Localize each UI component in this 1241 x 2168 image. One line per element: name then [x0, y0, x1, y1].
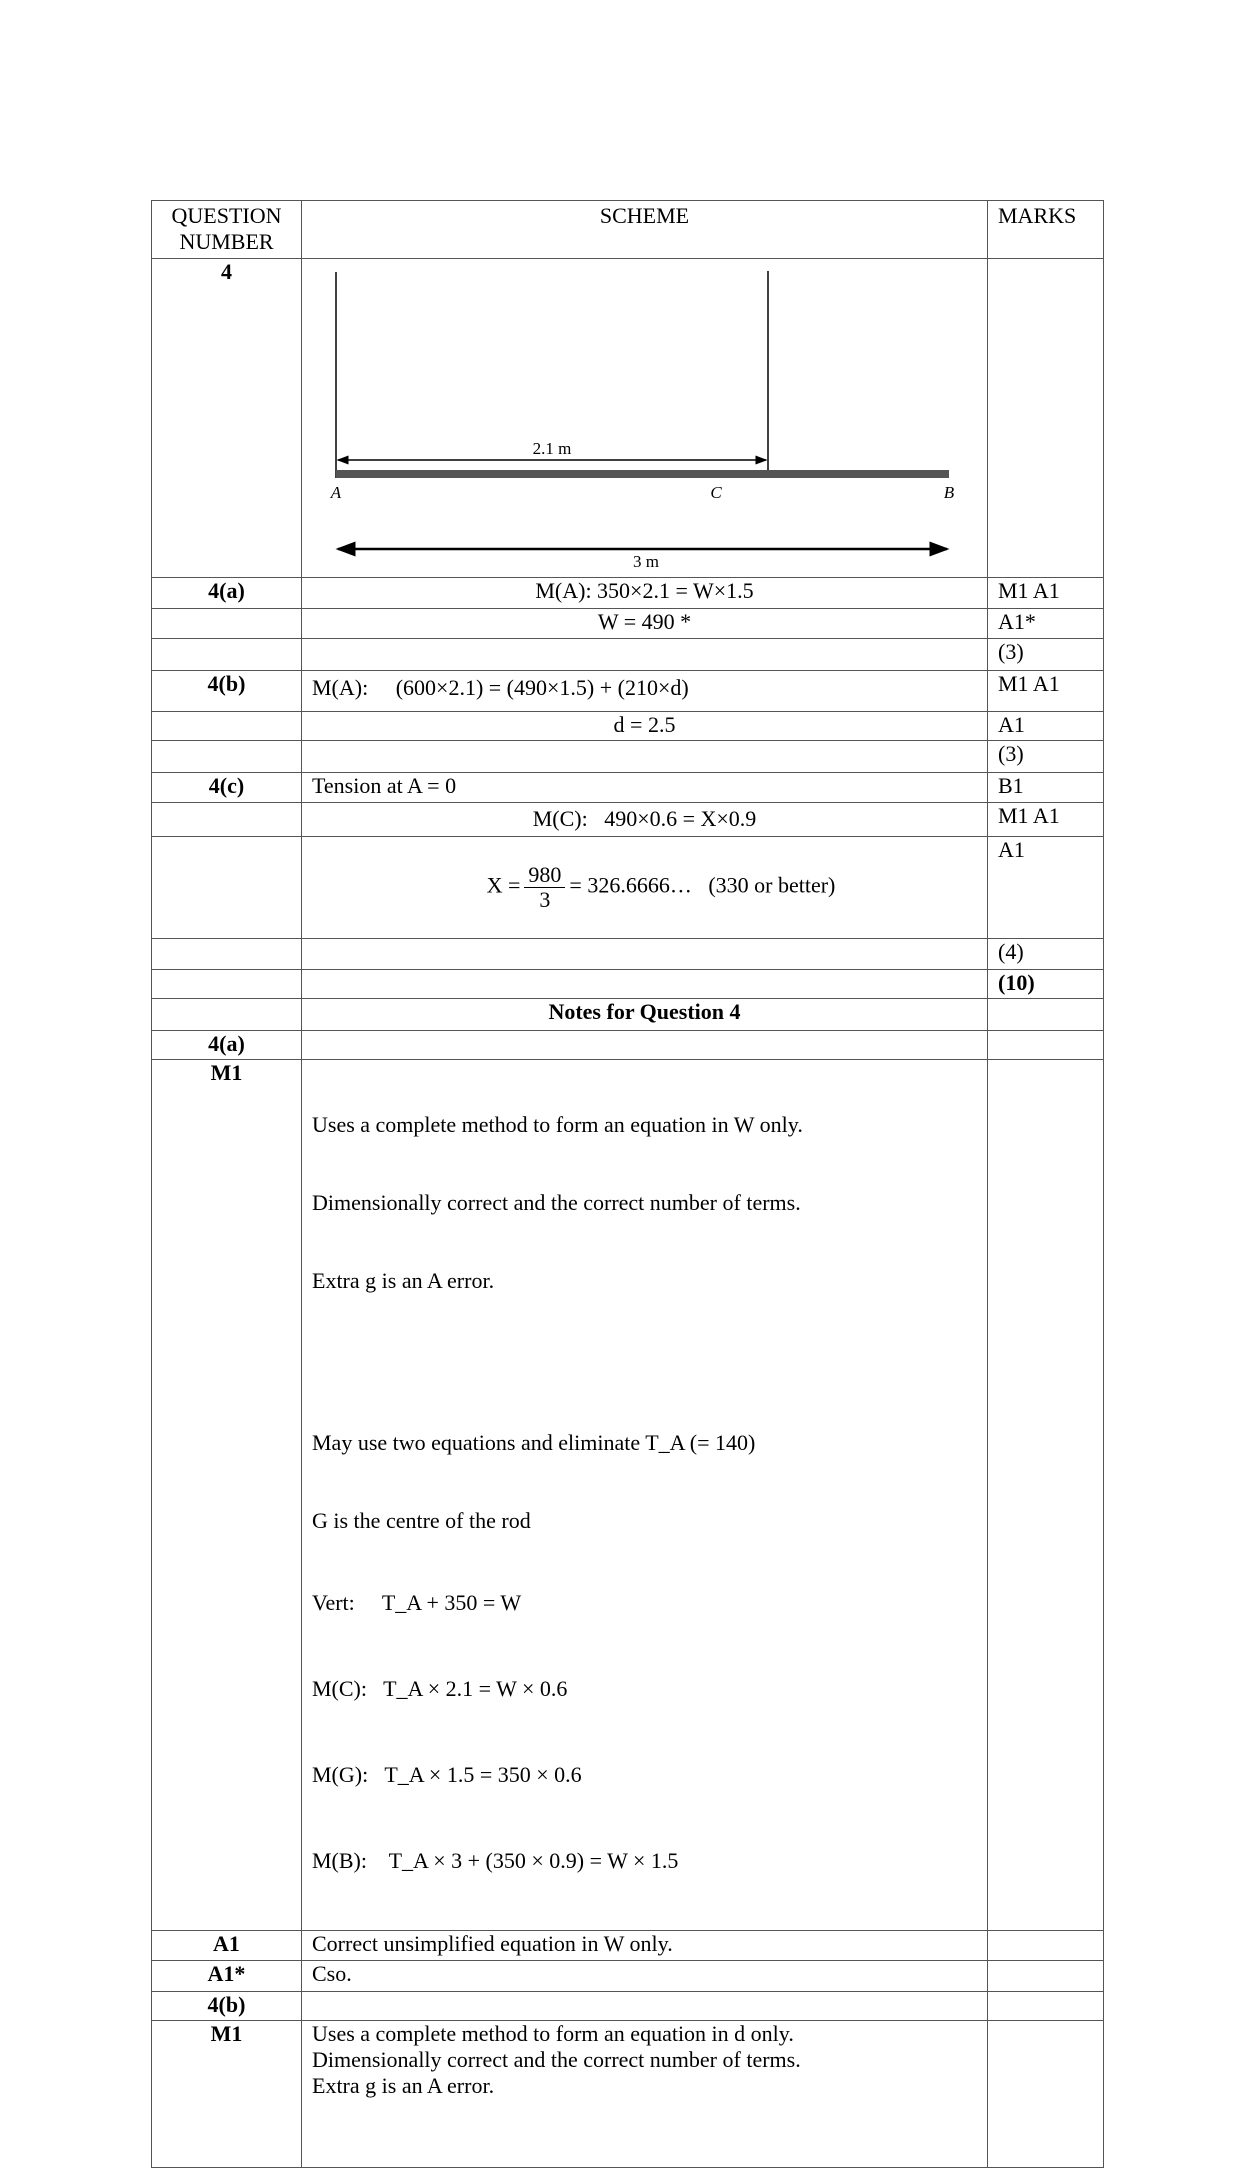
- row-label: 4(b): [152, 671, 302, 712]
- marks-text: B1: [988, 773, 1104, 803]
- scheme-text: M(A): 350×2.1 = W×1.5: [302, 578, 988, 609]
- row-label: M1: [152, 2021, 302, 2168]
- marks-text: A1: [988, 837, 1104, 939]
- fraction-denominator: 3: [539, 887, 551, 912]
- note-text: Correct unsimplified equation in W only.: [302, 1931, 988, 1961]
- dimension-label-AB: 3 m: [633, 552, 659, 571]
- note-equation: M(C): T_A × 2.1 = W × 0.6: [312, 1676, 568, 1701]
- scheme-text: M(C): 490×0.6 = X×0.9: [302, 803, 988, 837]
- row-label: 4(c): [152, 773, 302, 803]
- note-line: Dimensionally correct and the correct number of terms.: [312, 2047, 801, 2072]
- note-equation: Vert: T_A + 350 = W: [312, 1590, 522, 1615]
- marks-text: A1*: [988, 609, 1104, 639]
- row-label: 4(b): [152, 1992, 302, 2021]
- fraction-numerator: 980: [524, 863, 565, 888]
- note-row: [152, 1961, 1104, 1992]
- header-question: QUESTION NUMBER: [152, 201, 302, 259]
- header-marks: MARKS: [988, 201, 1104, 259]
- rod: [336, 470, 949, 478]
- note-line: Extra g is an A error.: [312, 1268, 495, 1293]
- marks-text: (3): [988, 741, 1104, 773]
- note-line: Uses a complete method to form an equation in W only.: [312, 1112, 803, 1137]
- note-text: Cso.: [302, 1961, 988, 1992]
- marks-text: A1: [988, 712, 1104, 741]
- total-marks: (10): [988, 970, 1104, 999]
- notes-title: Notes for Question 4: [302, 999, 988, 1031]
- note-equation: M(G): T_A × 1.5 = 350 × 0.6: [312, 1762, 582, 1787]
- table-row: [152, 1992, 1104, 2021]
- marks-text: (3): [988, 639, 1104, 671]
- note-row: [152, 1931, 1104, 1961]
- row-label: M1: [152, 1060, 302, 1931]
- scheme-text: M(A): (600×2.1) = (490×1.5) + (210×d): [302, 671, 988, 712]
- marks-text: M1 A1: [988, 671, 1104, 712]
- scheme-text: d = 2.5: [302, 712, 988, 741]
- row-label: 4(a): [152, 578, 302, 609]
- note-equation: M(B): T_A × 3 + (350 × 0.9) = W × 1.5: [312, 1848, 679, 1873]
- note-line: Uses a complete method to form an equation in d only.: [312, 2021, 794, 2046]
- point-label-C: C: [710, 483, 722, 502]
- scheme-text: = 326.6666… (330 or better): [569, 872, 836, 898]
- question-number: 4: [152, 259, 302, 578]
- header-scheme: SCHEME: [302, 201, 988, 259]
- row-label: A1: [152, 1931, 302, 1961]
- marks-text: M1 A1: [988, 578, 1104, 609]
- row-label: 4(a): [152, 1031, 302, 1060]
- scheme-text: X =: [486, 872, 521, 898]
- marks-text: (4): [988, 939, 1104, 970]
- scheme-text: W = 490 *: [302, 609, 988, 639]
- note-line: G is the centre of the rod: [312, 1508, 531, 1533]
- point-label-B: B: [943, 483, 955, 502]
- note-text: [302, 2021, 988, 2168]
- marks-text: M1 A1: [988, 803, 1104, 837]
- note-line: Dimensionally correct and the correct number of terms.: [312, 1190, 801, 1215]
- note-row: [152, 2021, 1104, 2168]
- row-label: A1*: [152, 1961, 302, 1992]
- scheme-text: Tension at A = 0: [302, 773, 988, 803]
- note-line: Extra g is an A error.: [312, 2073, 495, 2098]
- point-label-A: A: [330, 483, 342, 502]
- dimension-label-AC: 2.1 m: [532, 439, 572, 458]
- note-line: May use two equations and eliminate T_A (= 140): [312, 1430, 756, 1455]
